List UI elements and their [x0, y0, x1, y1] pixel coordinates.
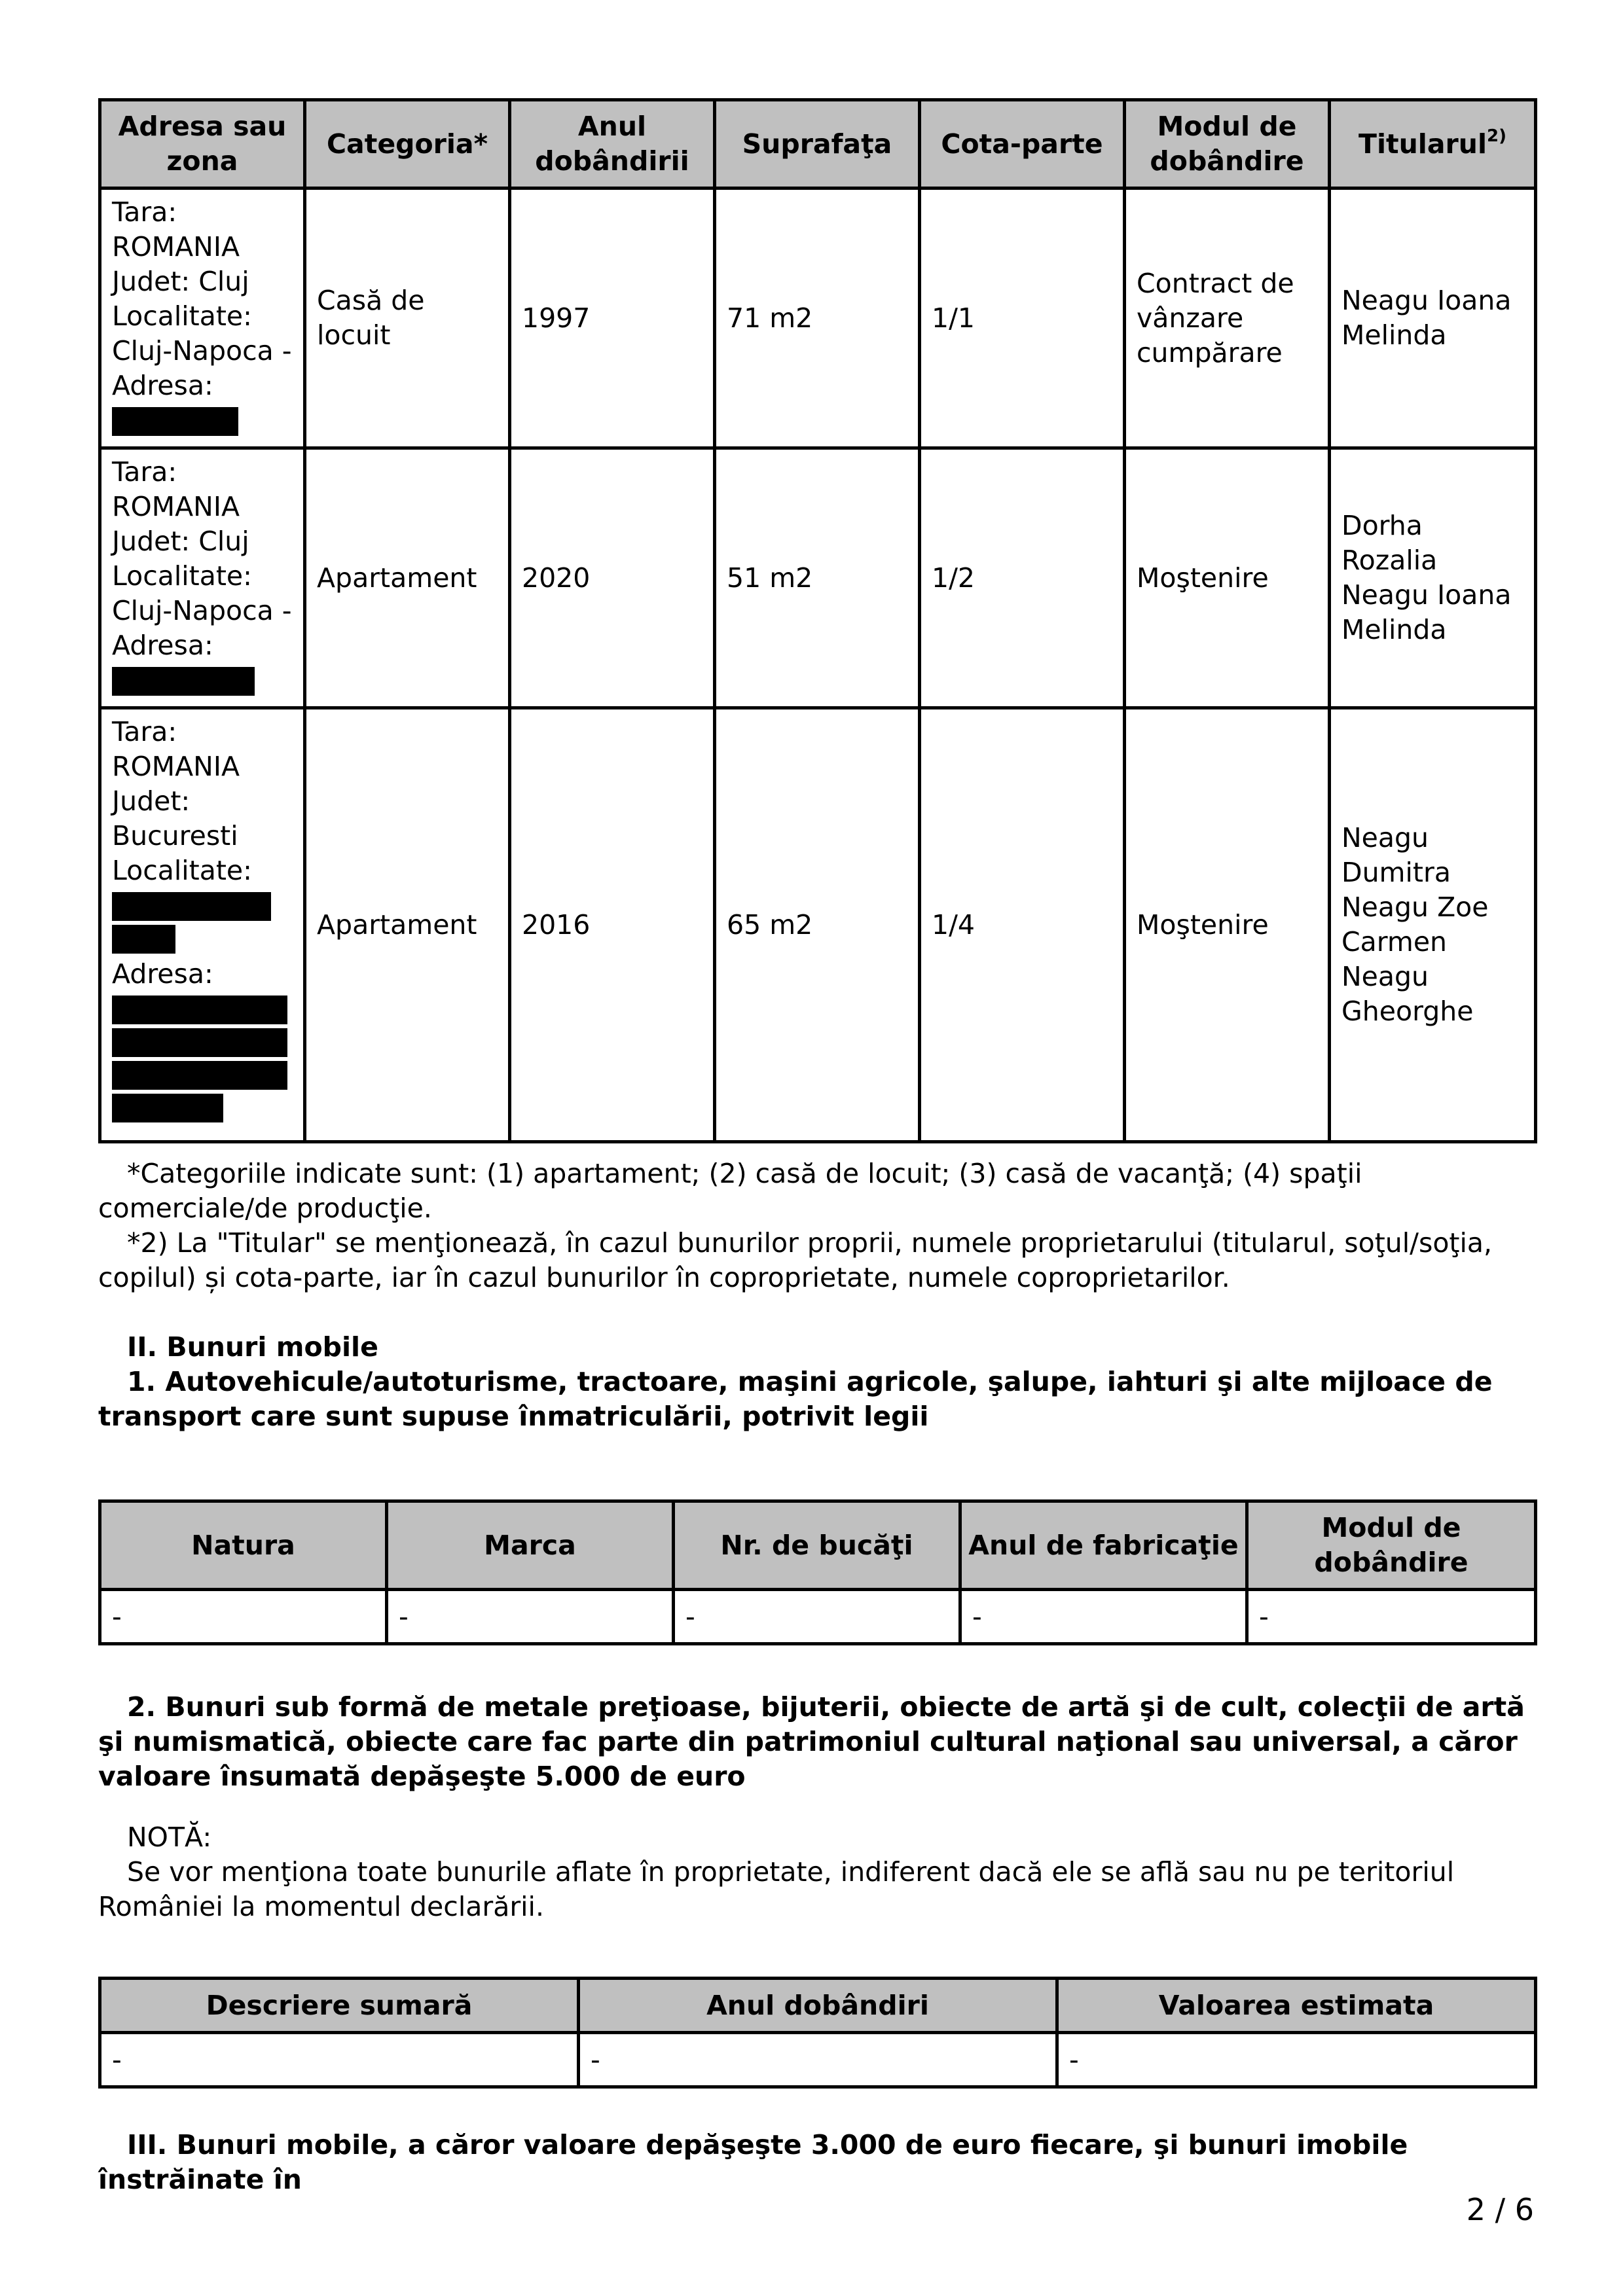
header-holder-label: Titularul: [1359, 128, 1487, 160]
table-cell: -: [100, 2033, 579, 2087]
surface-cell: 51 m2: [715, 448, 920, 708]
category-cell: Casă de locuit: [305, 188, 510, 448]
table-cell: -: [387, 1590, 674, 1644]
property-table: [98, 98, 1537, 1143]
address-line: Judet: Cluj: [112, 526, 249, 557]
redaction-bar: [112, 1094, 223, 1122]
vehicles-table: [98, 1499, 1537, 1645]
categories-footnote: *Categoriile indicate sunt: (1) apartament; (2) casă de locuit; (3) casă de vacanţă; (4) spaţii comerciale/de producţie.: [98, 1158, 1362, 1224]
redaction-bar: [112, 1028, 287, 1057]
address-line: Localitate:: [112, 300, 252, 332]
header-holder: [1330, 100, 1536, 188]
table-row: [100, 1590, 1536, 1644]
address-cell: [100, 708, 305, 1142]
valuables-table-header: [100, 1979, 1536, 2033]
holder-cell: Dorha Rozalia Neagu Ioana Melinda: [1330, 448, 1536, 708]
address-cell: [100, 448, 305, 708]
table-cell: -: [1247, 1590, 1536, 1644]
redaction-bar: [112, 1061, 287, 1090]
redaction-bar: [112, 407, 238, 436]
nota-text: Se vor menţiona toate bunurile aflate în proprietate, indiferent dacă ele se află sau nu pe teritoriul României la momentul declarării.: [98, 1856, 1455, 1922]
header-address: Adresa sau zona: [100, 100, 305, 188]
year-cell: 2020: [510, 448, 715, 708]
titular-footnote: *2) La "Titular" se menţionează, în cazul bunurilor proprii, numele proprietarului (titularul, soţul/soţia, copilul) și cota-parte, iar în cazul bunurilor în coproprietate, numele coproprietarilor.: [98, 1227, 1493, 1293]
header-acquired-year: Anul dobândiri: [579, 1979, 1057, 2033]
redaction-bar: [112, 925, 175, 954]
mode-cell: Contract de vânzare cumpărare: [1125, 188, 1330, 448]
header-brand: Marca: [387, 1501, 674, 1590]
surface-cell: 65 m2: [715, 708, 920, 1142]
header-manufacture-year: Anul de fabricaţie: [960, 1501, 1247, 1590]
address-line: Cluj-Napoca -: [112, 335, 292, 367]
address-line: ROMANIA: [112, 491, 240, 522]
header-acquisition-mode: Modul de dobândire: [1247, 1501, 1536, 1590]
header-nature: Natura: [100, 1501, 387, 1590]
mode-cell: Moştenire: [1125, 708, 1330, 1142]
section-heading: III. Bunuri mobile, a căror valoare depăşeşte 3.000 de euro fiecare, şi bunuri imobile înstrăinate în: [98, 2129, 1408, 2195]
address-line: Tara:: [112, 196, 177, 228]
header-share: Cota-parte: [920, 100, 1125, 188]
document-page: [98, 98, 1534, 2197]
category-cell: Apartament: [305, 448, 510, 708]
nota-label: NOTĂ:: [127, 1821, 212, 1853]
address-line: Bucuresti: [112, 820, 238, 852]
address-line: Localitate:: [112, 560, 252, 592]
header-surface: Suprafaţa: [715, 100, 920, 188]
property-table-header: [100, 100, 1536, 188]
valuables-table: [98, 1977, 1537, 2089]
table-row: [100, 448, 1536, 708]
address-line: Adresa:: [112, 958, 213, 990]
address-line: Judet: Cluj: [112, 266, 249, 297]
holder-cell: Neagu Ioana Melinda: [1330, 188, 1536, 448]
subsection-heading: 1. Autovehicule/autoturisme, tractoare, maşini agricole, şalupe, iahturi şi alte mijloace de transport care sunt supuse înmatriculării, potrivit legii: [98, 1366, 1493, 1432]
share-cell: 1/1: [920, 188, 1125, 448]
address-cell: [100, 188, 305, 448]
year-cell: 1997: [510, 188, 715, 448]
section-heading: II. Bunuri mobile: [127, 1331, 378, 1363]
page-number: 2 / 6: [1466, 2192, 1534, 2227]
header-category: Categoria*: [305, 100, 510, 188]
table-row: [100, 708, 1536, 1142]
address-line: ROMANIA: [112, 751, 240, 782]
address-line: Localitate:: [112, 855, 252, 886]
table-cell: -: [579, 2033, 1057, 2087]
table-row: [100, 2033, 1536, 2087]
header-mode: Modul de dobândire: [1125, 100, 1330, 188]
table-cell: -: [1057, 2033, 1536, 2087]
table-cell: -: [100, 1590, 387, 1644]
redaction-bar: [112, 892, 271, 921]
header-pieces: Nr. de bucăţi: [674, 1501, 960, 1590]
header-estimated-value: Valoarea estimata: [1057, 1979, 1536, 2033]
header-holder-footnote: 2): [1487, 126, 1506, 146]
redaction-bar: [112, 996, 287, 1024]
address-line: Adresa:: [112, 630, 213, 661]
table-row: [100, 188, 1536, 448]
address-line: ROMANIA: [112, 231, 240, 262]
category-cell: Apartament: [305, 708, 510, 1142]
header-description: Descriere sumară: [100, 1979, 579, 2033]
vehicles-table-header: [100, 1501, 1536, 1590]
address-line: Judet:: [112, 785, 191, 817]
table-cell: -: [960, 1590, 1247, 1644]
share-cell: 1/2: [920, 448, 1125, 708]
holder-cell: Neagu Dumitra Neagu Zoe Carmen Neagu Gheorghe: [1330, 708, 1536, 1142]
surface-cell: 71 m2: [715, 188, 920, 448]
address-line: Cluj-Napoca -: [112, 595, 292, 626]
subsection-heading: 2. Bunuri sub formă de metale preţioase, bijuterii, obiecte de artă şi de cult, colecţii de artă şi numismatică, obiecte care fac parte din patrimoniul cultural naţional sau universal, a căror valoare însumată depăşeşte 5.000 de euro: [98, 1691, 1525, 1792]
year-cell: 2016: [510, 708, 715, 1142]
share-cell: 1/4: [920, 708, 1125, 1142]
redaction-bar: [112, 667, 255, 696]
mode-cell: Moştenire: [1125, 448, 1330, 708]
address-line: Tara:: [112, 716, 177, 747]
address-line: Adresa:: [112, 370, 213, 401]
table-cell: -: [674, 1590, 960, 1644]
address-line: Tara:: [112, 456, 177, 488]
header-year: Anul dobândirii: [510, 100, 715, 188]
